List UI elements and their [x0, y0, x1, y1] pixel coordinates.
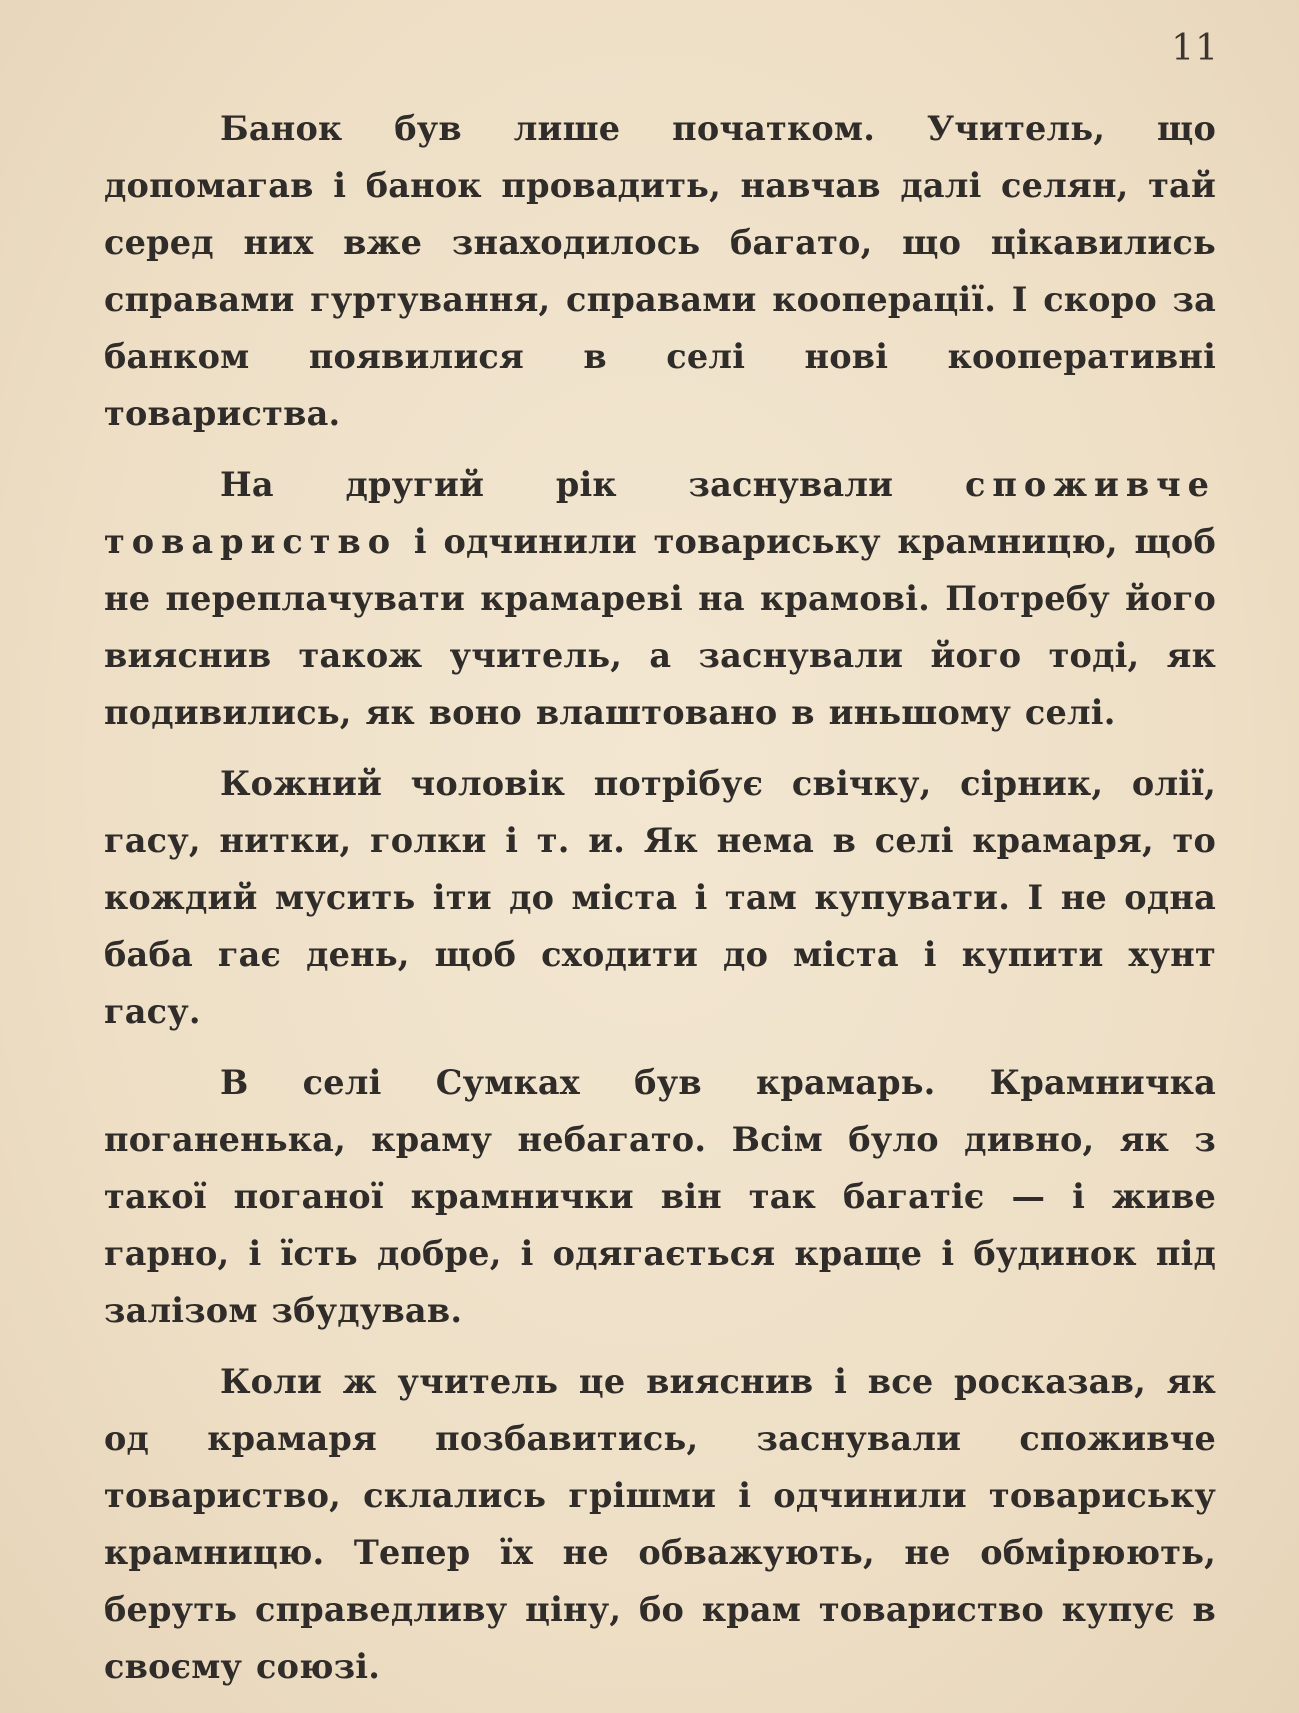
- paragraph-2-text-start: На другий рік заснували: [220, 465, 965, 504]
- paragraph-2-spaced-term: споживче товариство: [104, 465, 1216, 561]
- text-body: [104, 100, 1216, 1709]
- paragraph-1-text: Банок був лише початком. Учитель, що допомагав і банок провадить, навчав далі селян, тай серед них вже знаходилось багато, що цікавились справами гуртування, справами кооперації. І скоро за банком появилися в селі нові кооперативні товариства.: [104, 109, 1216, 433]
- paragraph-5-text: Коли ж учитель це вияснив і все росказав, як од крамаря позбавитись, заснували споживче товариство, склались грішми і одчинили товариську крамницю. Тепер їх не обважують, не обмірюють, беруть справедливу ціну, бо крам товариство купує в своєму союзі.: [104, 1362, 1216, 1686]
- paragraph-4-text: В селі Сумках був крамарь. Крамничка поганенька, краму небагато. Всім було дивно, як з такої поганої крамнички він так багатіє — і живе гарно, і їсть добре, і одягається краще і будинок під залізом збудував.: [104, 1063, 1216, 1330]
- paragraph-1: [104, 100, 1216, 442]
- paragraph-5: [104, 1353, 1216, 1695]
- paragraph-3: [104, 755, 1216, 1040]
- paragraph-2: [104, 456, 1216, 741]
- paragraph-4: [104, 1054, 1216, 1339]
- paragraph-2-text-end: і одчинили товариську крамницю, щоб не переплачувати крамареві на крамові. Потребу його вияснив також учитель, а заснували його тоді, як подивились, як воно влаштовано в иньшому селі.: [104, 522, 1216, 732]
- paragraph-3-text: Кожний чоловік потрібує свічку, сірник, олії, гасу, нитки, голки і т. и. Як нема в селі крамаря, то кождий мусить іти до міста і там купувати. І не одна баба гає день, щоб сходити до міста і купити хунт гасу.: [104, 764, 1216, 1031]
- page-number: 11: [1171, 28, 1219, 69]
